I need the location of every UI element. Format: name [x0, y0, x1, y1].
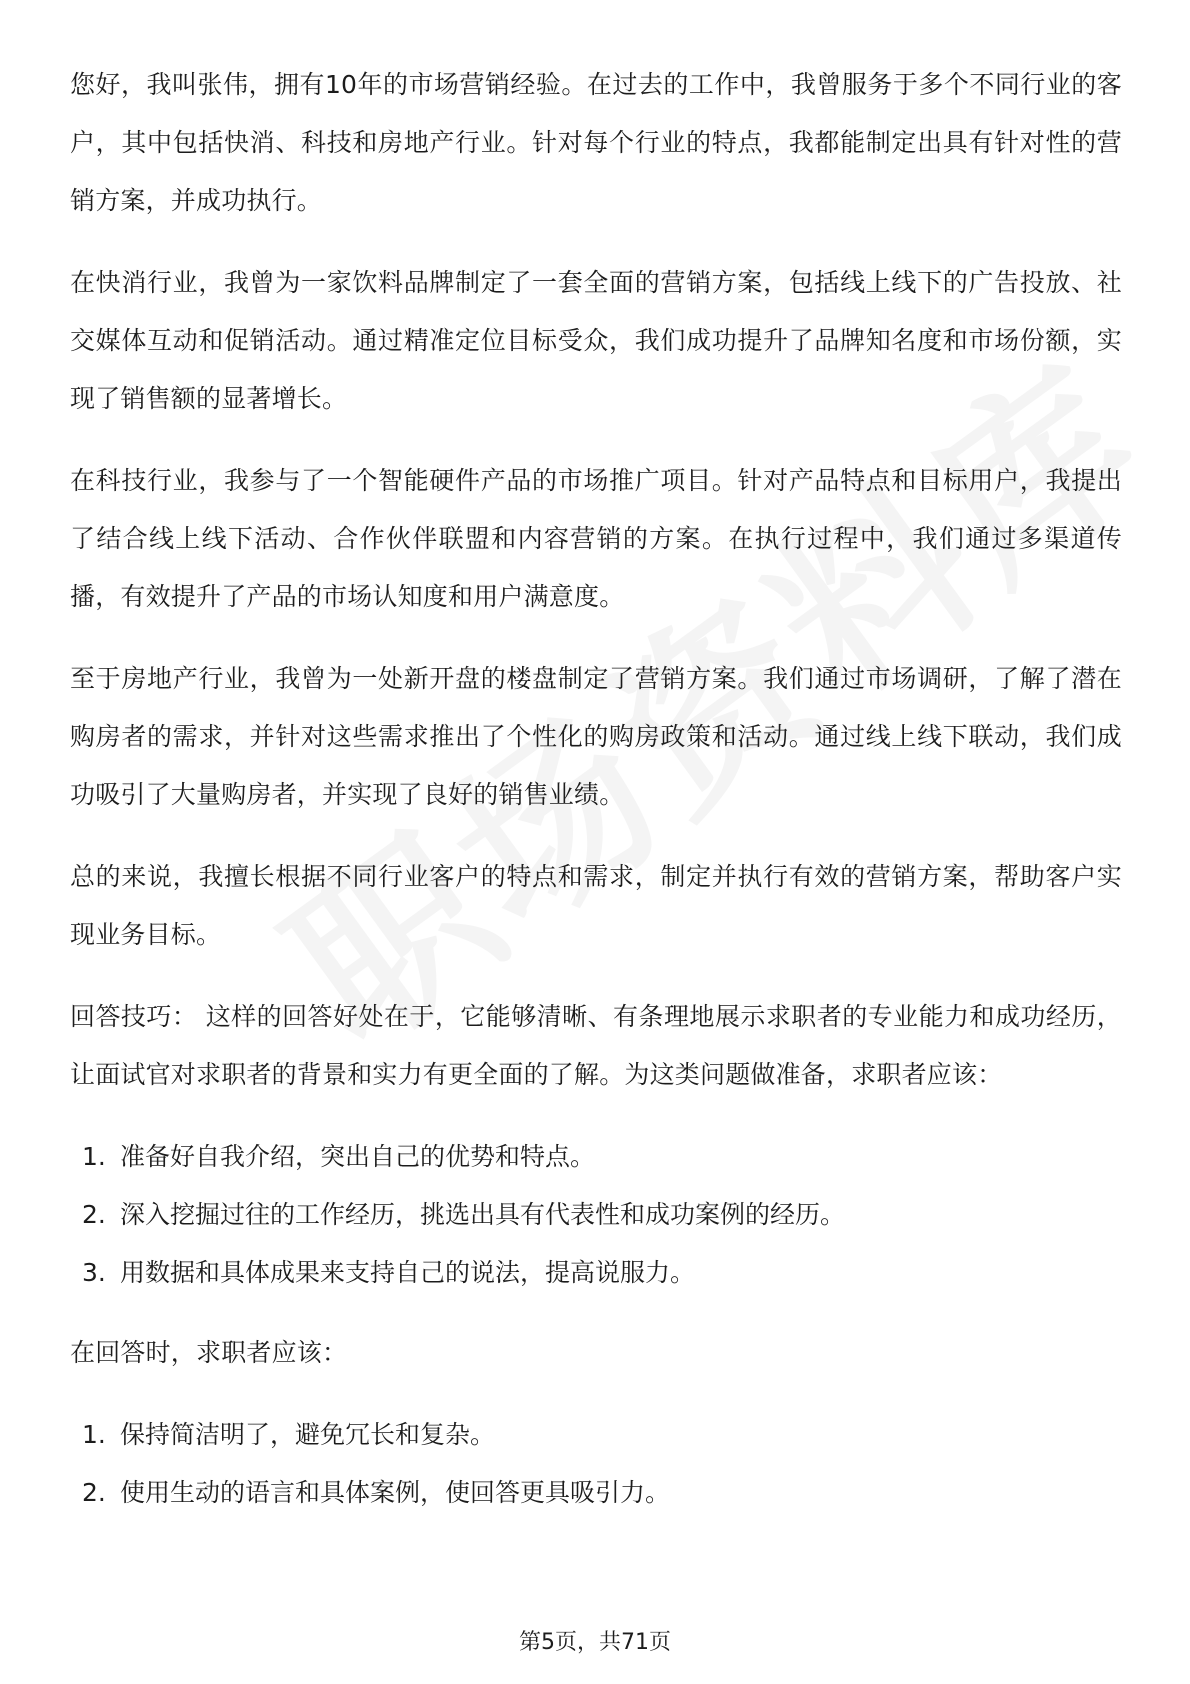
paragraph-intro: 您好，我叫张伟，拥有10年的市场营销经验。在过去的工作中，我曾服务于多个不同行业的客户，其中包括快消、科技和房地产行业。针对每个行业的特点，我都能制定出具有针对性的营销方案，并成功执行。: [70, 70, 1122, 215]
list-text: 保持简洁明了，避免冗长和复杂。: [120, 1420, 496, 1449]
list-number: 2.: [82, 1478, 106, 1507]
paragraph-realestate: 至于房地产行业，我曾为一处新开盘的楼盘制定了营销方案。我们通过市场调研，了解了潜在购房者的需求，并针对这些需求推出了个性化的购房政策和活动。通过线上线下联动，我们成功吸引了大量购房者，并实现了良好的销售业绩。: [70, 664, 1122, 809]
list-number: 1.: [82, 1142, 106, 1171]
list-text: 深入挖掘过往的工作经历，挑选出具有代表性和成功案例的经历。: [120, 1200, 846, 1229]
list-text: 用数据和具体成果来支持自己的说法，提高说服力。: [120, 1258, 696, 1287]
list-item: [70, 1186, 1122, 1244]
list-item: [70, 1128, 1122, 1186]
paragraph-tech: 在科技行业，我参与了一个智能硬件产品的市场推广项目。针对产品特点和目标用户，我提出了结合线上线下活动、合作伙伴联盟和内容营销的方案。在执行过程中，我们通过多渠道传播，有效提升了产品的市场认知度和用户满意度。: [70, 466, 1122, 611]
list-number: 2.: [82, 1200, 106, 1229]
list-number: 1.: [82, 1420, 106, 1449]
list-item: [70, 1464, 1122, 1522]
paragraph-summary: 总的来说，我擅长根据不同行业客户的特点和需求，制定并执行有效的营销方案，帮助客户实现业务目标。: [70, 862, 1122, 949]
list-text: 使用生动的语言和具体案例，使回答更具吸引力。: [120, 1478, 671, 1507]
list-item: [70, 1406, 1122, 1464]
list-text: 准备好自我介绍，突出自己的优势和特点。: [120, 1142, 596, 1171]
answer-intro: 在回答时，求职者应该：: [70, 1338, 348, 1367]
document-body: [70, 56, 1122, 1544]
list-number: 3.: [82, 1258, 106, 1287]
paragraph-tips: 回答技巧： 这样的回答好处在于，它能够清晰、有条理地展示求职者的专业能力和成功经历，让面试官对求职者的背景和实力有更全面的了解。为这类问题做准备，求职者应该：: [70, 1002, 1122, 1089]
answer-list: [70, 1406, 1122, 1522]
page-footer: 第5页，共71页: [519, 1630, 671, 1655]
list-item: [70, 1244, 1122, 1302]
prep-list: [70, 1128, 1122, 1302]
paragraph-fmcg: 在快消行业，我曾为一家饮料品牌制定了一套全面的营销方案，包括线上线下的广告投放、社交媒体互动和促销活动。通过精准定位目标受众，我们成功提升了品牌知名度和市场份额，实现了销售额的显著增长。: [70, 268, 1122, 413]
